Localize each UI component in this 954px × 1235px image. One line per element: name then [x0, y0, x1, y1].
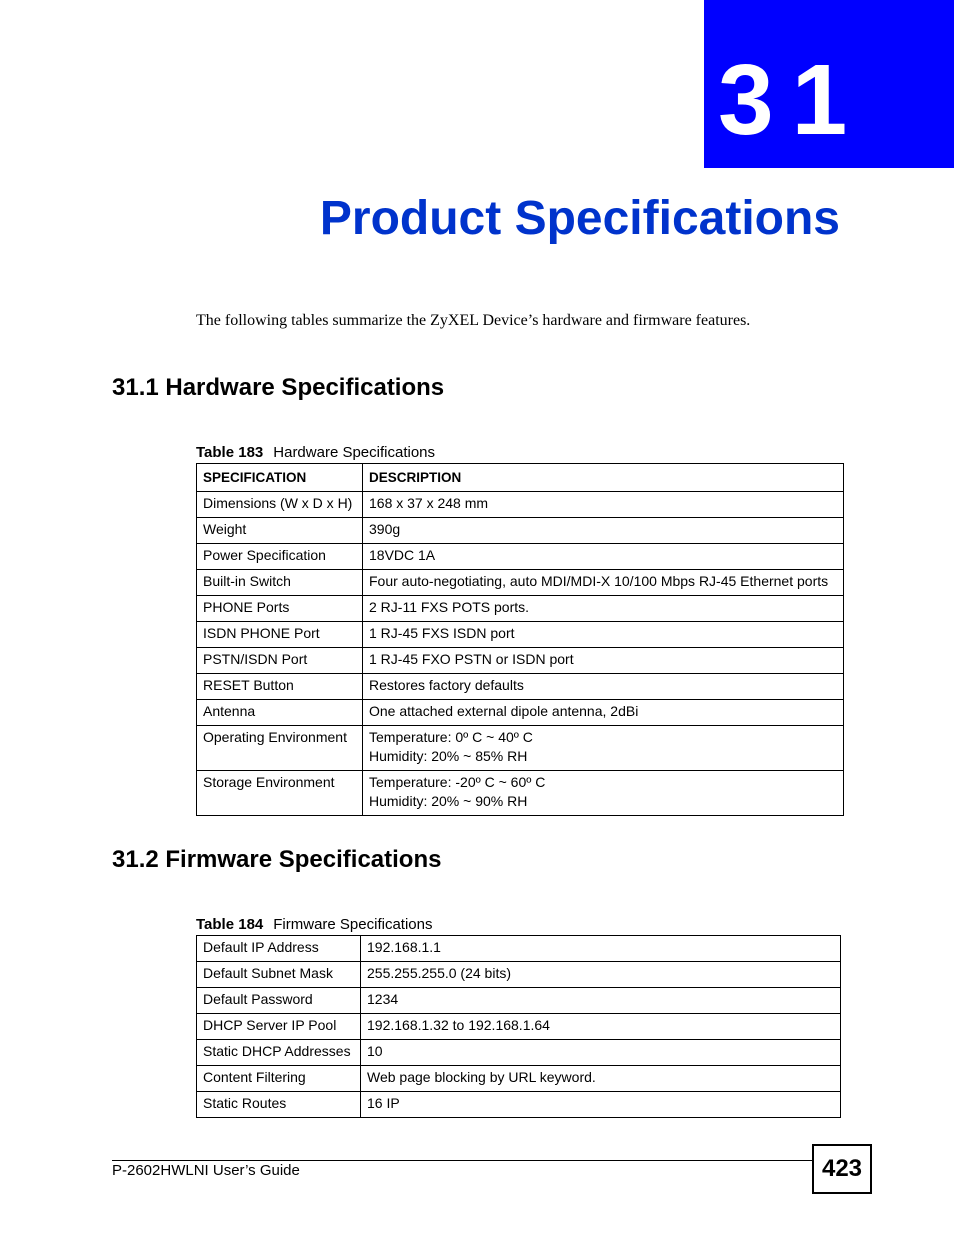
footer-rule — [112, 1160, 812, 1161]
table-row — [197, 570, 844, 596]
table-header-row — [197, 464, 844, 492]
spec-value: 1 RJ-45 FXO PSTN or ISDN port — [363, 648, 844, 674]
table-row — [197, 1040, 841, 1066]
spec-name: PSTN/ISDN Port — [197, 648, 363, 674]
temperature-line: Temperature: 0º C ~ 40º C — [369, 729, 533, 745]
table-row — [197, 518, 844, 544]
spec-value: 16 IP — [361, 1092, 841, 1118]
spec-value: Web page blocking by URL keyword. — [361, 1066, 841, 1092]
section-heading-firmware: 31.2 Firmware Specifications — [112, 846, 442, 873]
table-row — [197, 596, 844, 622]
table-row — [197, 1092, 841, 1118]
table-row — [197, 936, 841, 962]
table-caption-firmware — [196, 916, 432, 934]
table-row — [197, 1066, 841, 1092]
table-title: Hardware Specifications — [273, 444, 436, 461]
spec-name: Default Password — [197, 988, 361, 1014]
humidity-line: Humidity: 20% ~ 90% RH — [369, 793, 528, 809]
table-row — [197, 1014, 841, 1040]
spec-name: Static Routes — [197, 1092, 361, 1118]
humidity-line: Humidity: 20% ~ 85% RH — [369, 748, 528, 764]
table-row — [197, 726, 844, 771]
spec-value: 192.168.1.1 — [361, 936, 841, 962]
table-row — [197, 771, 844, 816]
spec-name: DHCP Server IP Pool — [197, 1014, 361, 1040]
spec-name: Static DHCP Addresses — [197, 1040, 361, 1066]
table-row — [197, 988, 841, 1014]
spec-value: 168 x 37 x 248 mm — [363, 492, 844, 518]
spec-value: One attached external dipole antenna, 2dBi — [363, 700, 844, 726]
spec-value: 255.255.255.0 (24 bits) — [361, 962, 841, 988]
spec-name: ISDN PHONE Port — [197, 622, 363, 648]
spec-name: Dimensions (W x D x H) — [197, 492, 363, 518]
spec-name: Content Filtering — [197, 1066, 361, 1092]
spec-value: 390g — [363, 518, 844, 544]
spec-name: Power Specification — [197, 544, 363, 570]
spec-name: RESET Button — [197, 674, 363, 700]
spec-value: Four auto-negotiating, auto MDI/MDI-X 10/100 Mbps RJ-45 Ethernet ports — [363, 570, 844, 596]
spec-name: Built-in Switch — [197, 570, 363, 596]
spec-value: 10 — [361, 1040, 841, 1066]
spec-name: Default IP Address — [197, 936, 361, 962]
spec-name: Operating Environment — [197, 726, 363, 771]
temperature-line: Temperature: -20º C ~ 60º C — [369, 774, 546, 790]
spec-value: 192.168.1.32 to 192.168.1.64 — [361, 1014, 841, 1040]
spec-value: 18VDC 1A — [363, 544, 844, 570]
spec-name: PHONE Ports — [197, 596, 363, 622]
spec-name: Default Subnet Mask — [197, 962, 361, 988]
spec-value: 1 RJ-45 FXS ISDN port — [363, 622, 844, 648]
firmware-spec-table — [196, 935, 841, 1118]
table-row — [197, 674, 844, 700]
table-row — [197, 648, 844, 674]
table-label: Table 183 — [196, 444, 264, 461]
chapter-number: 31 — [718, 44, 866, 156]
footer-guide-title: P-2602HWLNI User’s Guide — [112, 1162, 300, 1179]
table-caption-hardware — [196, 444, 435, 462]
header-cell: SPECIFICATION — [197, 464, 363, 492]
spec-name: Storage Environment — [197, 771, 363, 816]
table-row — [197, 622, 844, 648]
table-row — [197, 700, 844, 726]
intro-paragraph: The following tables summarize the ZyXEL Device’s hardware and firmware features. — [196, 312, 751, 329]
section-heading-hardware: 31.1 Hardware Specifications — [112, 374, 445, 401]
table-label: Table 184 — [196, 916, 264, 933]
spec-name: Weight — [197, 518, 363, 544]
spec-value: Restores factory defaults — [363, 674, 844, 700]
page-number: 423 — [812, 1144, 872, 1194]
chapter-number-box — [704, 0, 954, 168]
spec-value: 2 RJ-11 FXS POTS ports. — [363, 596, 844, 622]
spec-value — [363, 771, 844, 816]
hardware-spec-table — [196, 463, 844, 816]
table-title: Firmware Specifications — [273, 916, 433, 933]
table-row — [197, 544, 844, 570]
spec-value: 1234 — [361, 988, 841, 1014]
spec-name: Antenna — [197, 700, 363, 726]
table-row — [197, 962, 841, 988]
table-row — [197, 492, 844, 518]
chapter-title: Product Specifications — [319, 192, 840, 245]
header-cell: DESCRIPTION — [363, 464, 844, 492]
spec-value — [363, 726, 844, 771]
